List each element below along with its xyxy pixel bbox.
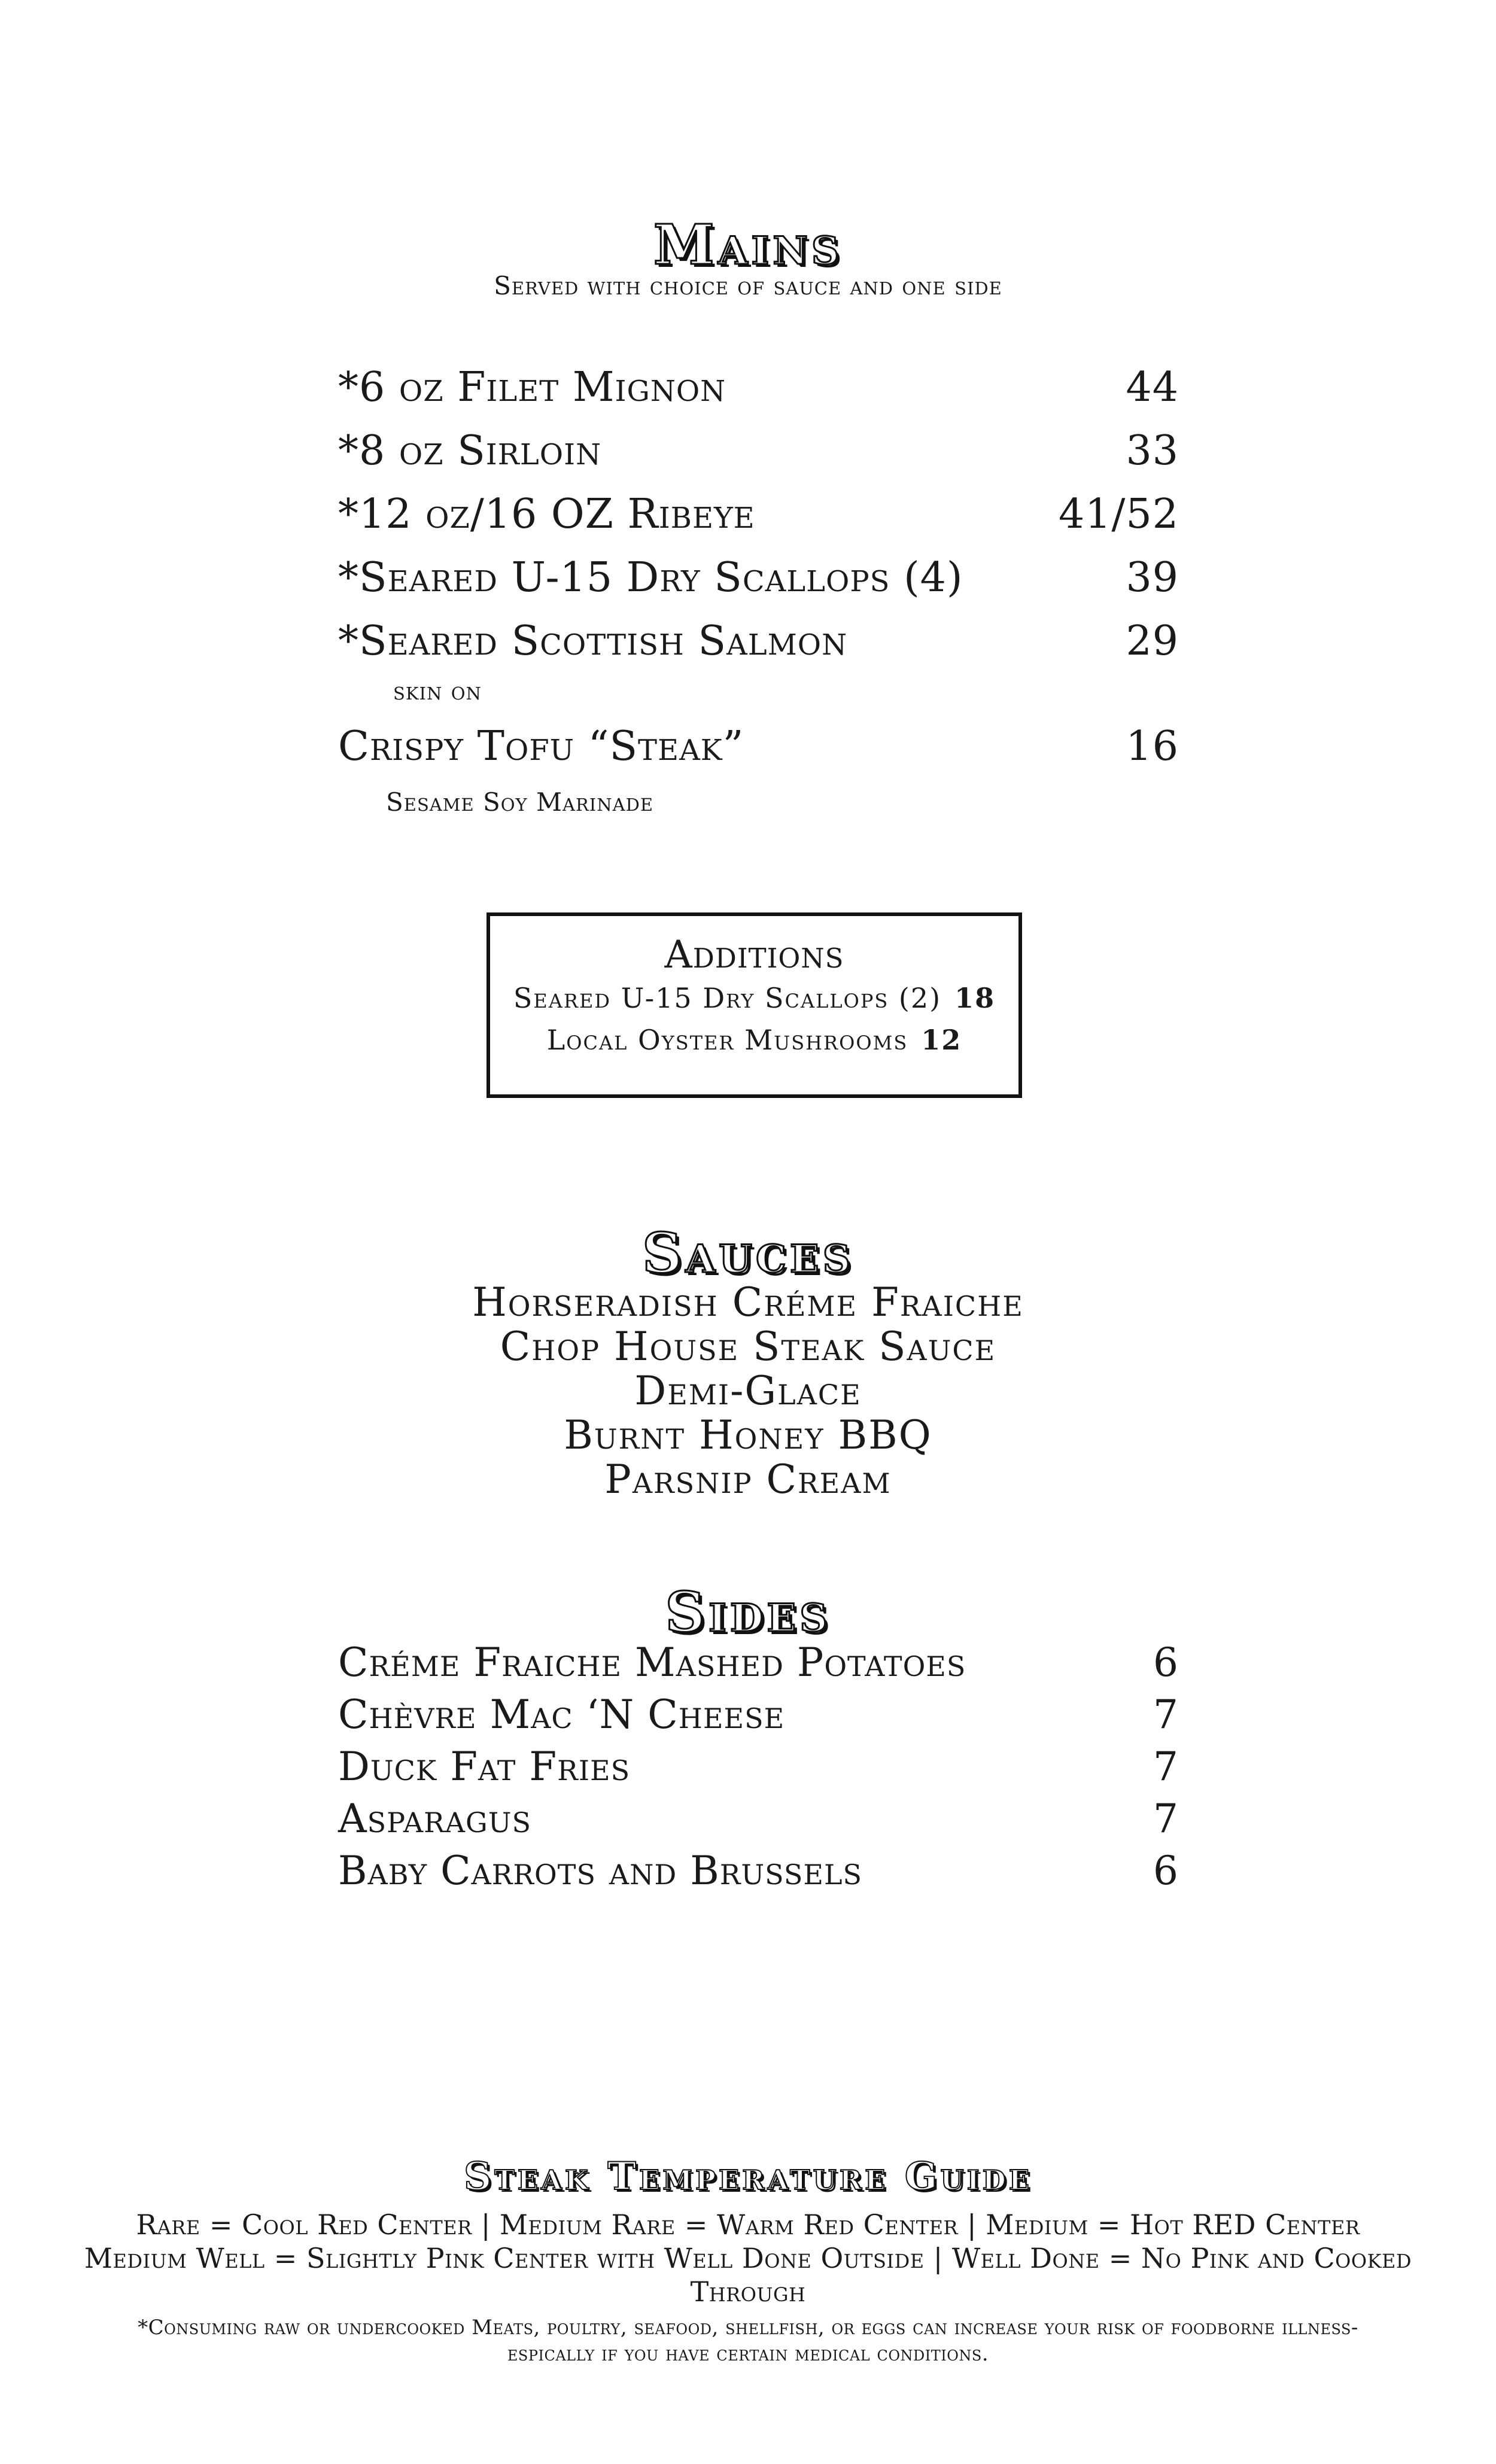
temperature-guide-heading: Steak Temperature Guide [463, 2154, 1032, 2199]
additions-box [486, 912, 1022, 1098]
sauce-item: Horseradish Créme Fraiche [472, 1279, 1024, 1325]
side-name: Duck Fat Fries [338, 1744, 631, 1790]
sauces-heading: Sauces [642, 1221, 854, 1285]
mains-subtitle: Served with choice of sauce and one side [494, 271, 1002, 300]
mains-list [338, 356, 1179, 825]
item-note: skin on [393, 676, 482, 705]
sides-heading: Sides [665, 1580, 831, 1644]
addition-item [490, 1019, 1018, 1061]
menu-item [338, 546, 1179, 610]
sauce-item: Demi-Glace [634, 1368, 862, 1414]
temperature-guide [0, 2208, 1496, 2308]
side-item [338, 1845, 1179, 1897]
side-price: 6 [1153, 1848, 1179, 1894]
addition-item [490, 977, 1018, 1019]
item-name: *Seared U-15 Dry Scallops (4) [338, 554, 963, 601]
sauce-item: Chop House Steak Sauce [500, 1324, 996, 1370]
menu-item [338, 356, 1179, 419]
mains-heading: Mains [653, 212, 843, 277]
menu-item [338, 483, 1179, 546]
sauces-list [0, 1280, 1496, 1502]
side-name: Créme Fraiche Mashed Potatoes [338, 1639, 966, 1686]
item-price: 33 [1126, 427, 1179, 474]
item-price: 41/52 [1059, 491, 1179, 538]
side-price: 7 [1153, 1744, 1179, 1790]
side-item [338, 1741, 1179, 1793]
item-price: 29 [1126, 617, 1179, 665]
side-name: Asparagus [338, 1796, 532, 1842]
temperature-guide-line: Medium Well = Slightly Pink Center with Well Done Outside | Well Done = No Pink and Cooked [84, 2242, 1412, 2274]
menu-item [338, 419, 1179, 483]
addition-name: Local Oyster Mushrooms [546, 1024, 908, 1056]
item-name: *8 oz Sirloin [338, 427, 602, 474]
menu-item [338, 610, 1179, 673]
addition-price: 12 [921, 1024, 962, 1056]
sauce-item: Burnt Honey BBQ [564, 1412, 932, 1458]
menu-item [338, 715, 1179, 778]
addition-name: Seared U-15 Dry Scallops (2) [513, 982, 942, 1014]
item-price: 39 [1126, 554, 1179, 601]
side-name: Baby Carrots and Brussels [338, 1848, 863, 1894]
temperature-guide-line: Rare = Cool Red Center | Medium Rare = Warm Red Center | Medium = Hot RED Center [136, 2209, 1360, 2241]
temperature-guide-line: Through [690, 2276, 806, 2308]
sides-list [338, 1636, 1179, 1897]
item-name: *6 oz Filet Mignon [338, 364, 726, 411]
item-name: *12 oz/16 OZ Ribeye [338, 491, 755, 538]
item-name: *Seared Scottish Salmon [338, 617, 848, 665]
item-name: Crispy Tofu “Steak” [338, 723, 744, 770]
side-price: 7 [1153, 1796, 1179, 1842]
health-disclaimer: *Consuming raw or undercooked Meats, poultry, seafood, shellfish, or eggs can increase your risk of foodborne illness-espically if you have certain medical conditions. [138, 2316, 1358, 2366]
item-price: 16 [1126, 723, 1179, 770]
side-name: Chèvre Mac ‘N Cheese [338, 1692, 785, 1738]
side-price: 6 [1153, 1639, 1179, 1686]
side-item [338, 1689, 1179, 1741]
additions-heading: Additions [664, 933, 844, 977]
side-item [338, 1793, 1179, 1845]
item-price: 44 [1126, 364, 1179, 411]
item-note: Sesame Soy Marinade [386, 787, 653, 817]
side-price: 7 [1153, 1692, 1179, 1738]
side-item [338, 1636, 1179, 1689]
sauce-item: Parsnip Cream [604, 1456, 892, 1502]
addition-price: 18 [954, 982, 996, 1014]
